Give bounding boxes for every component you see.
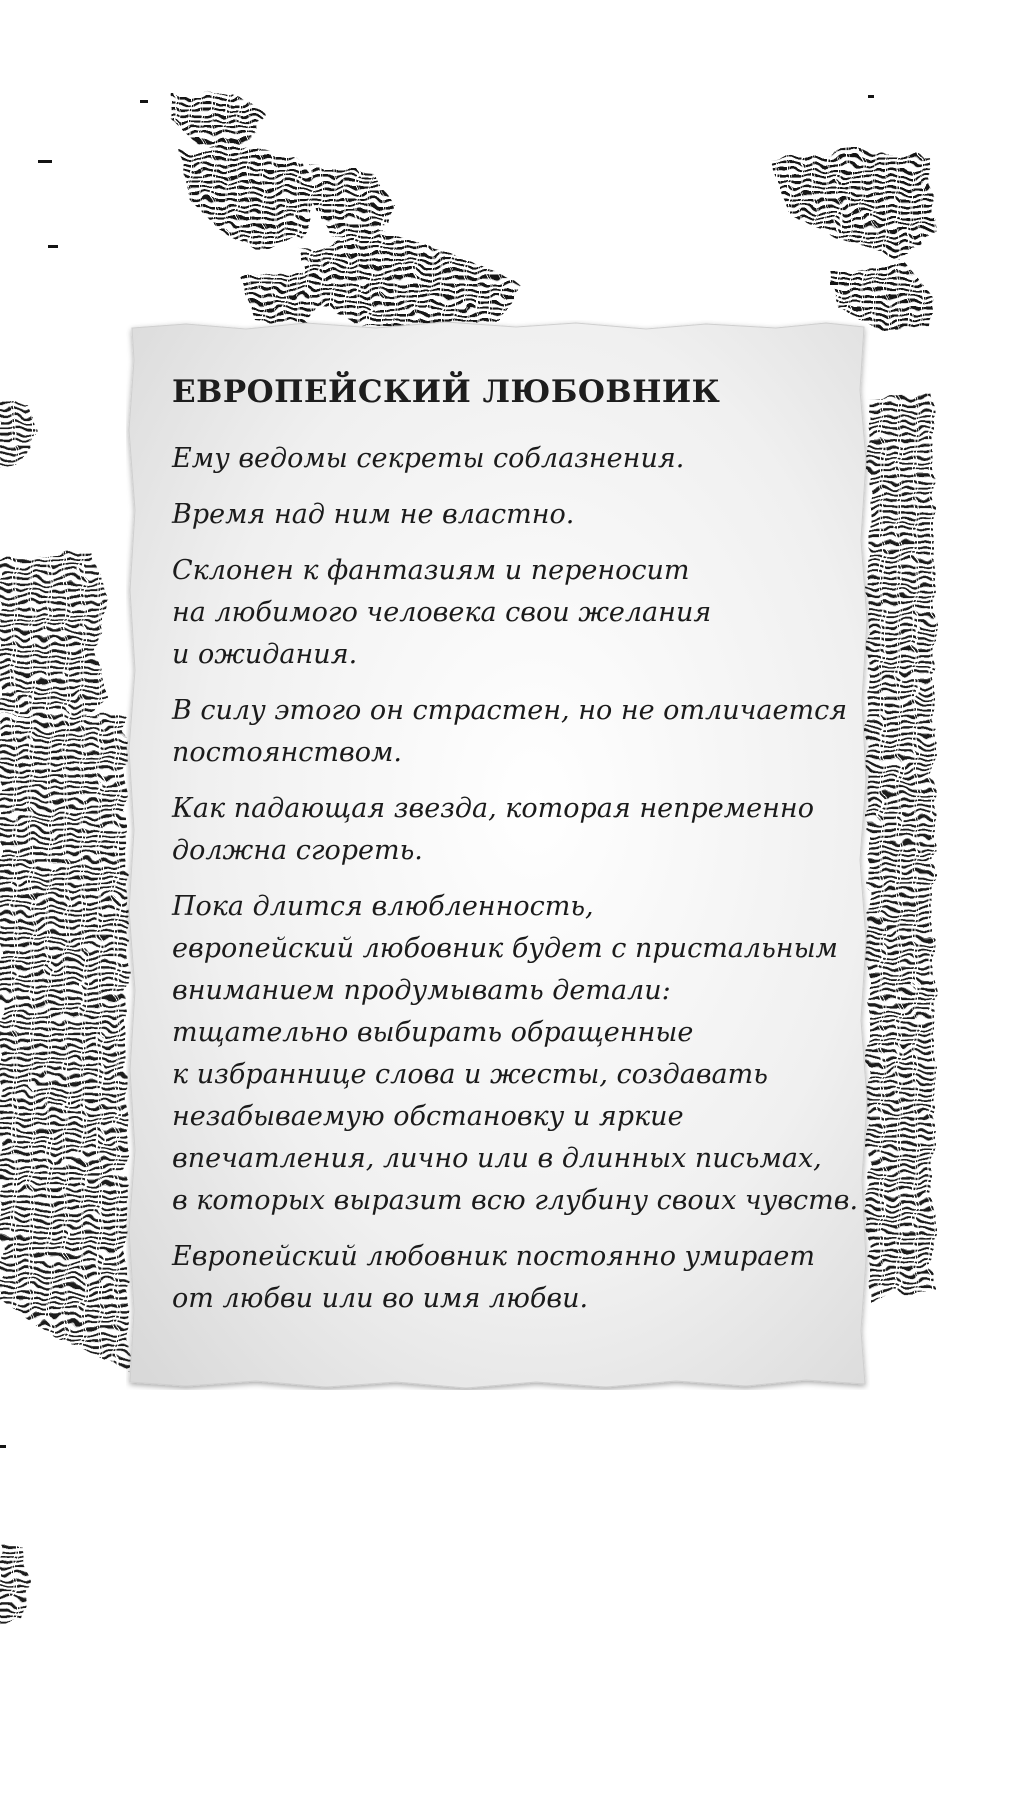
land-northern-europe bbox=[180, 146, 320, 252]
paragraph-line: Пока длится влюбленность, bbox=[172, 891, 594, 922]
paragraph-line: постоянством. bbox=[172, 737, 402, 768]
paragraph-line: от любви или во имя любви. bbox=[172, 1283, 589, 1314]
card-paragraph bbox=[172, 550, 842, 676]
paragraph-line: в которых выразит всю глубину своих чувств. bbox=[172, 1185, 859, 1216]
paragraph-line: на любимого человека свои желания bbox=[172, 597, 712, 628]
paper-text bbox=[172, 372, 859, 1334]
card-title: ЕВРОПЕЙСКИЙ ЛЮБОВНИК bbox=[172, 374, 721, 410]
paragraph-line: впечатления, лично или в длинных письмах, bbox=[172, 1143, 822, 1174]
card-paragraph bbox=[172, 690, 848, 774]
paragraph-line: Склонен к фантазиям и переносит bbox=[172, 555, 690, 586]
land-greenland-fragment bbox=[0, 400, 36, 470]
paragraph-line: вниманием продумывать детали: bbox=[172, 975, 671, 1006]
land-south-asia bbox=[868, 395, 935, 1300]
paragraph-line: тщательно выбирать обращенные bbox=[172, 1017, 694, 1048]
card-paragraph bbox=[172, 788, 842, 872]
land-west-coast bbox=[0, 550, 110, 720]
land-central-europe bbox=[300, 230, 520, 330]
land-scandinavia bbox=[172, 92, 262, 150]
paper-card bbox=[126, 320, 870, 1390]
paragraph-line: Как падающая звезда, которая непременно bbox=[172, 793, 814, 824]
paragraph-line: Ему ведомы секреты соблазнения. bbox=[172, 443, 685, 474]
card-paragraph bbox=[172, 886, 859, 1222]
paragraph-line: должна сгореть. bbox=[172, 835, 423, 866]
land-south-america-fragment bbox=[0, 715, 128, 1370]
card-paragraph bbox=[172, 438, 842, 480]
paragraph-line: Время над ним не властно. bbox=[172, 499, 575, 530]
paragraph-line: и ожидания. bbox=[172, 639, 358, 670]
card-paragraphs bbox=[172, 438, 859, 1320]
paragraph-line: В силу этого он страстен, но не отличается bbox=[172, 695, 848, 726]
paragraph-line: Европейский любовник постоянно умирает bbox=[172, 1241, 815, 1272]
card-paragraph bbox=[172, 1236, 842, 1320]
land-north-asia bbox=[770, 150, 935, 260]
land-british-isles bbox=[310, 165, 395, 240]
card-paragraph bbox=[172, 494, 842, 536]
paragraph-line: незабываемую обстановку и яркие bbox=[172, 1101, 684, 1132]
land-small-sw bbox=[0, 1540, 30, 1625]
paragraph-line: к избраннице слова и жесты, создавать bbox=[172, 1059, 768, 1090]
paragraph-line: европейский любовник будет с пристальным bbox=[172, 933, 838, 964]
